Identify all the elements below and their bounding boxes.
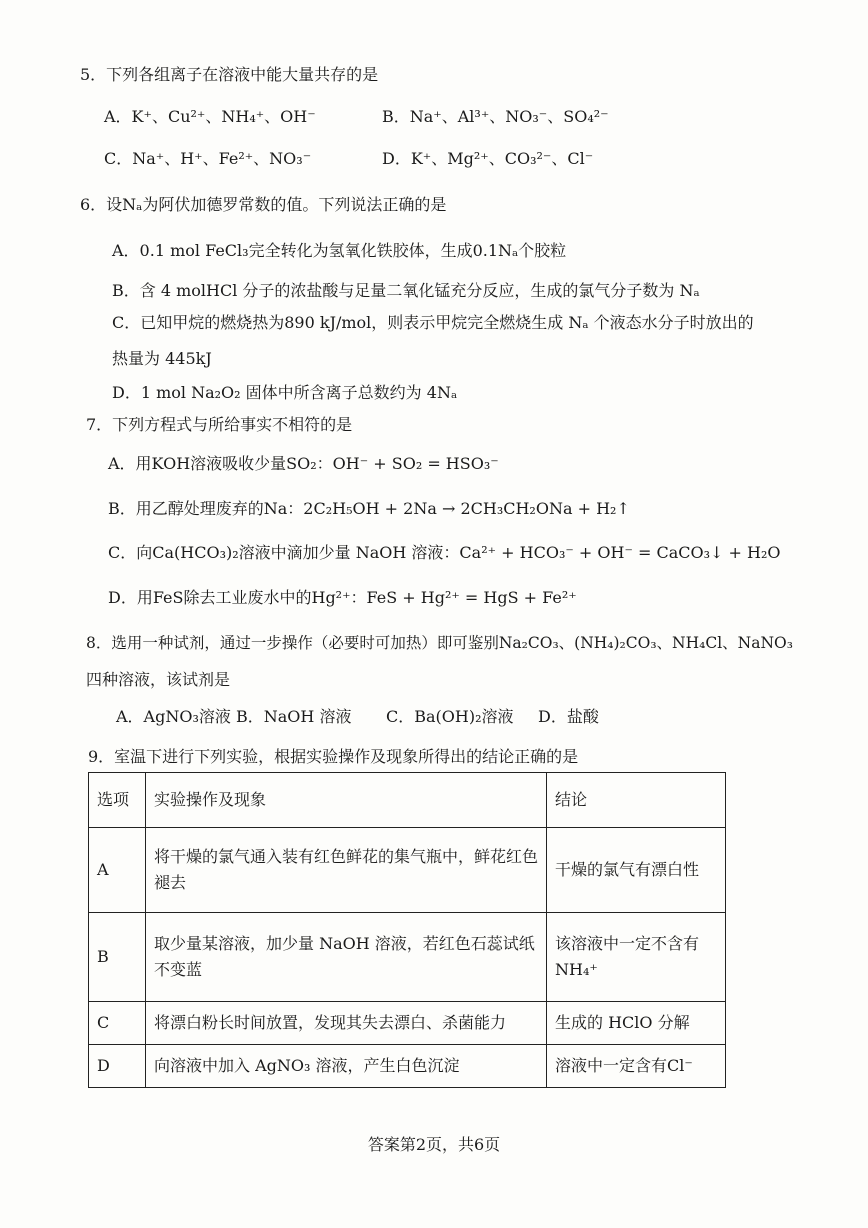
- row-a-label: A: [89, 828, 146, 913]
- row-b-label: B: [89, 913, 146, 1002]
- row-b-conclusion: 该溶液中一定不含有NH₄⁺: [547, 913, 726, 1002]
- table-row: [89, 1045, 726, 1088]
- header-conclusion: 结论: [547, 773, 726, 828]
- q6-stem: 6．设Nₐ为阿伏加德罗常数的值。下列说法正确的是: [80, 195, 447, 214]
- row-d-label: D: [89, 1045, 146, 1088]
- row-c-label: C: [89, 1002, 146, 1045]
- q8-option-d: D．盐酸: [538, 707, 599, 726]
- q5-option-d: D．K⁺、Mg²⁺、CO₃²⁻、Cl⁻: [382, 149, 594, 168]
- row-a-conclusion: 干燥的氯气有漂白性: [547, 828, 726, 913]
- table-row: [89, 1002, 726, 1045]
- q5-option-c: C．Na⁺、H⁺、Fe²⁺、NO₃⁻: [104, 149, 312, 168]
- header-operation: 实验操作及现象: [146, 773, 547, 828]
- q8-option-b: B．NaOH 溶液: [236, 707, 352, 726]
- q5-stem: 5．下列各组离子在溶液中能大量共存的是: [80, 65, 379, 84]
- q6-option-d: D．1 mol Na₂O₂ 固体中所含离子总数约为 4Nₐ: [112, 383, 458, 402]
- row-d-operation: 向溶液中加入 AgNO₃ 溶液，产生白色沉淀: [146, 1045, 547, 1088]
- q8-stem-line1: 8．选用一种试剂，通过一步操作（必要时可加热）即可鉴别Na₂CO₃、(NH₄)₂CO₃、NH₄Cl、NaNO₃: [86, 634, 793, 652]
- row-b-operation: 取少量某溶液，加少量 NaOH 溶液，若红色石蕊试纸不变蓝: [146, 913, 547, 1002]
- row-c-operation: 将漂白粉长时间放置，发现其失去漂白、杀菌能力: [146, 1002, 547, 1045]
- page-footer: 答案第2页，共6页: [367, 1135, 501, 1154]
- q6-option-c-line2: 热量为 445kJ: [112, 349, 212, 368]
- row-c-conclusion: 生成的 HClO 分解: [547, 1002, 726, 1045]
- q7-option-b: B．用乙醇处理废弃的Na：2C₂H₅OH + 2Na → 2CH₃CH₂ONa + H₂↑: [108, 499, 630, 518]
- row-d-conclusion: 溶液中一定含有Cl⁻: [547, 1045, 726, 1088]
- q9-table: [88, 772, 726, 1088]
- q8-stem-line2: 四种溶液，该试剂是: [86, 670, 231, 689]
- q6-option-c-line1: C．已知甲烷的燃烧热为890 kJ/mol，则表示甲烷完全燃烧生成 Nₐ 个液态水分子时放出的: [112, 313, 754, 332]
- table-row: [89, 828, 726, 913]
- row-a-operation: 将干燥的氯气通入装有红色鲜花的集气瓶中，鲜花红色褪去: [146, 828, 547, 913]
- q9-stem: 9．室温下进行下列实验，根据实验操作及现象所得出的结论正确的是: [88, 747, 579, 766]
- table-header-row: [89, 773, 726, 828]
- table-row: [89, 913, 726, 1002]
- q6-option-a: A．0.1 mol FeCl₃完全转化为氢氧化铁胶体，生成0.1Nₐ个胶粒: [112, 241, 567, 260]
- q6-option-b: B．含 4 molHCl 分子的浓盐酸与足量二氧化锰充分反应，生成的氯气分子数为 Nₐ: [112, 281, 700, 300]
- q8-option-a: A．AgNO₃溶液: [116, 707, 231, 726]
- q7-option-a: A．用KOH溶液吸收少量SO₂：OH⁻ + SO₂ = HSO₃⁻: [108, 454, 499, 473]
- q5-option-a: A．K⁺、Cu²⁺、NH₄⁺、OH⁻: [104, 107, 316, 126]
- q7-option-d: D．用FeS除去工业废水中的Hg²⁺：FeS + Hg²⁺ = HgS + Fe²⁺: [108, 588, 577, 607]
- q5-option-b: B．Na⁺、Al³⁺、NO₃⁻、SO₄²⁻: [382, 107, 609, 126]
- header-option: 选项: [89, 773, 146, 828]
- q7-option-c: C．向Ca(HCO₃)₂溶液中滴加少量 NaOH 溶液：Ca²⁺ + HCO₃⁻ + OH⁻ = CaCO₃↓ + H₂O: [108, 543, 781, 562]
- q7-stem: 7．下列方程式与所给事实不相符的是: [86, 415, 353, 434]
- q8-option-c: C．Ba(OH)₂溶液: [386, 707, 514, 726]
